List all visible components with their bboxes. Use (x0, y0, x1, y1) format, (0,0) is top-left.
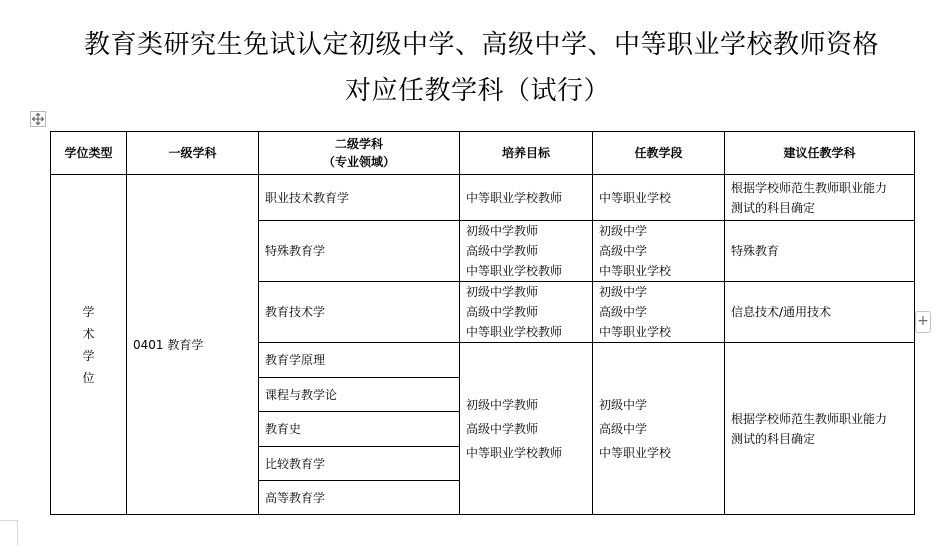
goal-line: 初级中学教师 (466, 224, 539, 238)
degree-type-char: 学 (82, 304, 95, 319)
table-row (51, 175, 915, 221)
stage-line: 中等职业学校 (599, 325, 672, 339)
page-corner-mark (0, 520, 18, 546)
second-level-cell: 课程与教学论 (259, 378, 460, 412)
stage-line: 中等职业学校 (599, 190, 672, 205)
second-level-cell: 特殊教育学 (259, 221, 460, 282)
header-first-level: 一级学科 (127, 132, 259, 175)
degree-type-cell (51, 175, 127, 515)
subject-cell: 信息技术/通用技术 (725, 282, 915, 343)
stage-line: 高级中学 (599, 305, 648, 319)
header-subject: 建议任教学科 (725, 132, 915, 175)
document-title-line-1: 教育类研究生免试认定初级中学、高级中学、中等职业学校教师资格 (83, 30, 879, 60)
degree-type-char: 学 (82, 348, 95, 363)
add-column-button[interactable]: + (915, 311, 931, 333)
stage-cell-group (593, 343, 725, 515)
subject-line: 根据学校师范生教师职业能力 (731, 411, 888, 426)
stage-line: 初级中学 (599, 397, 648, 412)
header-second-level-line2: （专业领域） (322, 155, 395, 169)
subject-line: 测试的科目确定 (731, 200, 816, 215)
second-level-cell: 比较教育学 (259, 447, 460, 481)
goal-line: 中等职业学校教师 (466, 445, 563, 460)
stage-line: 高级中学 (599, 421, 648, 436)
second-level-cell: 教育学原理 (259, 343, 460, 378)
table-move-handle[interactable] (30, 111, 46, 127)
stage-cell (593, 175, 725, 221)
stage-line: 初级中学 (599, 224, 648, 238)
header-goal: 培养目标 (460, 132, 593, 175)
header-second-level-line1: 二级学科 (334, 137, 383, 151)
second-level-cell: 教育技术学 (259, 282, 460, 343)
stage-cell (593, 282, 725, 343)
goal-line: 初级中学教师 (466, 285, 539, 299)
stage-line: 中等职业学校 (599, 264, 672, 278)
second-level-cell: 教育史 (259, 412, 460, 447)
goal-line: 中等职业学校教师 (466, 325, 563, 339)
degree-type-char: 位 (82, 370, 95, 385)
subject-cell-group (725, 343, 915, 515)
stage-line: 初级中学 (599, 285, 648, 299)
subject-cell (725, 175, 915, 221)
stage-line: 高级中学 (599, 244, 648, 258)
goal-line: 高级中学教师 (466, 305, 539, 319)
goal-cell (460, 282, 593, 343)
second-level-cell: 高等教育学 (259, 481, 460, 515)
table-header-row (51, 132, 915, 175)
goal-line: 初级中学教师 (466, 397, 539, 412)
header-second-level (259, 132, 460, 175)
move-arrows-icon (31, 112, 45, 126)
subject-cell: 特殊教育 (725, 221, 915, 282)
stage-line: 中等职业学校 (599, 445, 672, 460)
header-stage: 任教学段 (593, 132, 725, 175)
goal-line: 中等职业学校教师 (466, 190, 563, 205)
goal-line: 中等职业学校教师 (466, 264, 563, 278)
goal-line: 高级中学教师 (466, 244, 539, 258)
second-level-cell: 职业技术教育学 (259, 175, 460, 221)
goal-cell (460, 175, 593, 221)
degree-type-char: 术 (82, 326, 95, 341)
stage-cell (593, 221, 725, 282)
goal-line: 高级中学教师 (466, 421, 539, 436)
header-degree-type: 学位类型 (51, 132, 127, 175)
subject-line: 测试的科目确定 (731, 431, 816, 446)
first-level-cell: 0401 教育学 (127, 175, 259, 515)
subject-table (50, 131, 915, 515)
subject-line: 根据学校师范生教师职业能力 (731, 180, 888, 195)
goal-cell (460, 221, 593, 282)
document-title-line-2: 对应任教学科（试行） (344, 76, 610, 106)
goal-cell-group (460, 343, 593, 515)
